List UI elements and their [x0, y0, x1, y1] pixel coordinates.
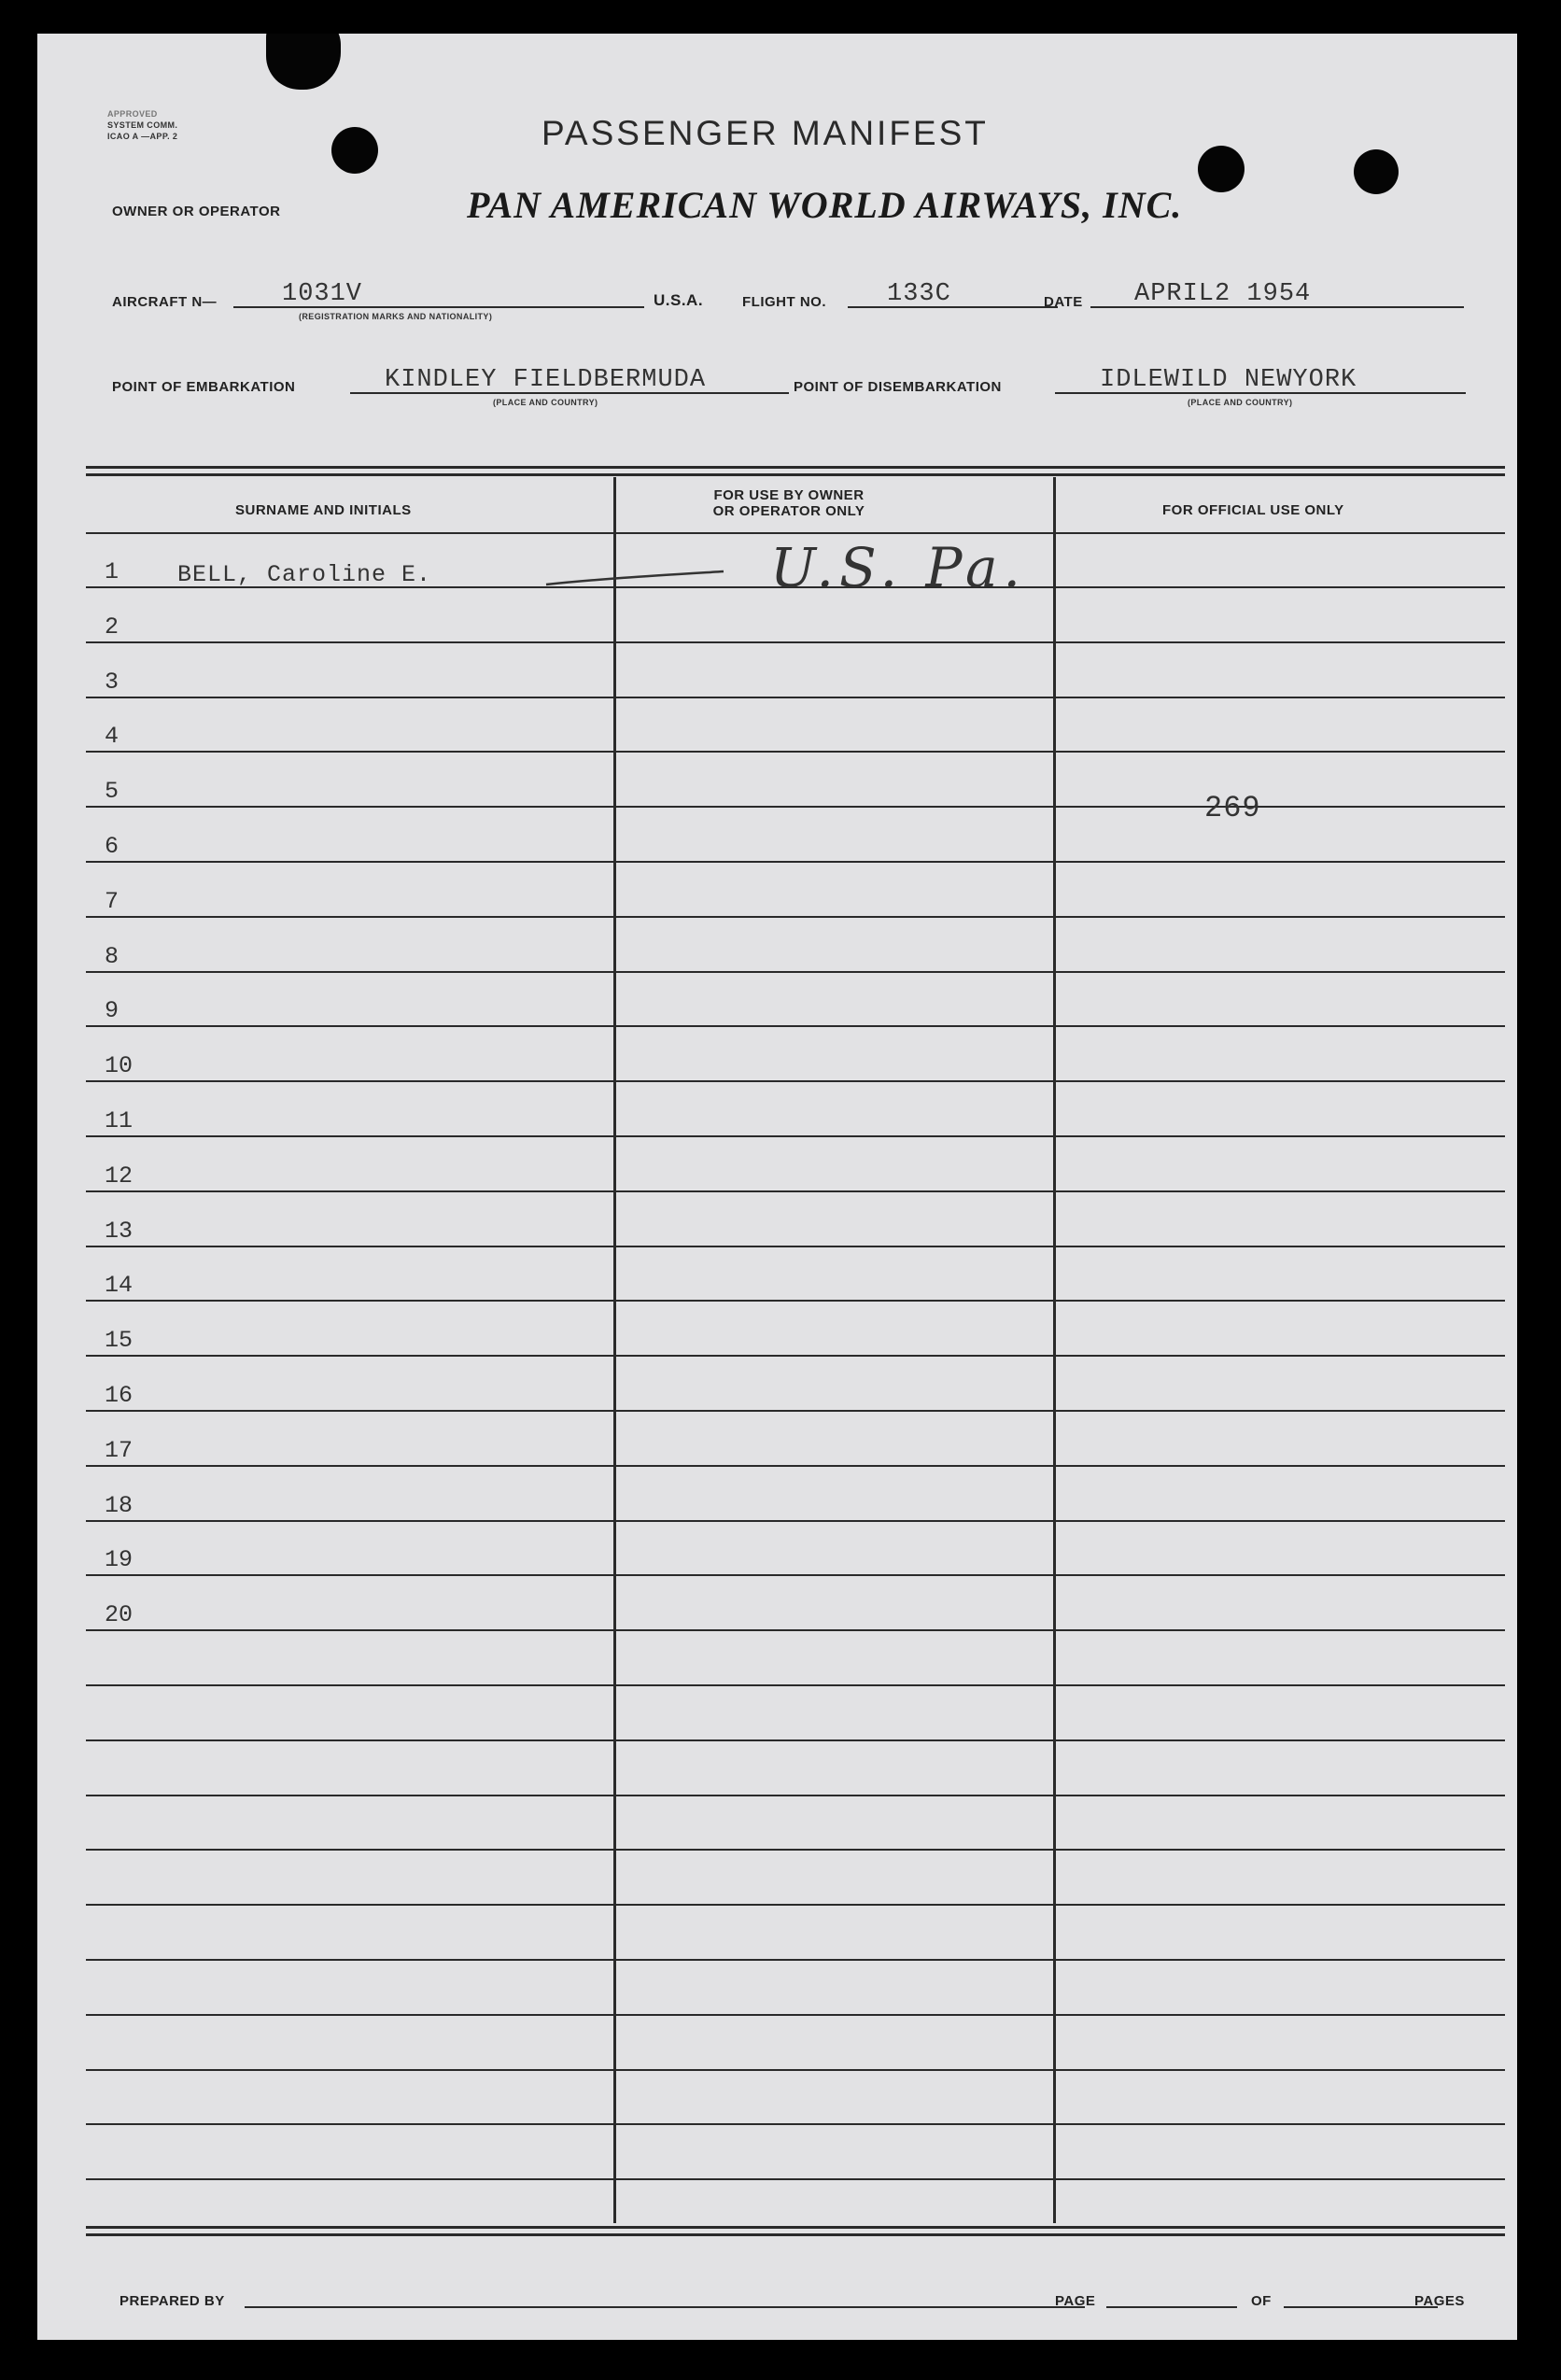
table-row-line — [86, 1849, 1505, 1851]
of-label: OF — [1251, 2293, 1272, 2309]
column-divider-2 — [1053, 477, 1056, 2223]
page-label: PAGE — [1055, 2293, 1096, 2309]
disembark-caption: (PLACE AND COUNTRY) — [1188, 398, 1293, 407]
embark-value: KINDLEY FIELDBERMUDA — [385, 366, 707, 394]
aircraft-caption: (REGISTRATION MARKS AND NATIONALITY) — [299, 312, 493, 321]
table-row-line — [86, 641, 1505, 643]
handwritten-note: U.S. Pa. — [770, 536, 1026, 599]
official-number: 269 — [1204, 791, 1261, 825]
table-row-line — [86, 916, 1505, 918]
pages-label: PAGES — [1414, 2293, 1465, 2309]
table-row-line — [86, 1574, 1505, 1576]
passenger-name: BELL, Caroline E. — [177, 561, 432, 588]
aircraft-value: 1031V — [282, 280, 363, 308]
table-row-line — [86, 1300, 1505, 1302]
punch-hole-left — [331, 127, 378, 174]
table-row-line — [86, 751, 1505, 753]
table-row-line — [86, 697, 1505, 698]
punch-hole-middle — [1198, 146, 1245, 192]
table-row-line — [86, 2014, 1505, 2016]
row-number: 10 — [105, 1052, 134, 1079]
table-row-line — [86, 1795, 1505, 1796]
table-top-rule-1 — [86, 466, 1505, 469]
table-row-line — [86, 1135, 1505, 1137]
table-row-line — [86, 1190, 1505, 1192]
table-row-line — [86, 1684, 1505, 1686]
approval-line-1: APPROVED — [107, 109, 158, 119]
row-number: 9 — [105, 997, 120, 1024]
row-number: 13 — [105, 1218, 134, 1245]
approval-line-3: ICAO A —APP. 2 — [107, 132, 178, 141]
row-number: 12 — [105, 1162, 134, 1190]
date-label: DATE — [1044, 294, 1083, 310]
handwritten-stroke — [541, 556, 728, 594]
owner-use-header-line-2: OR OPERATOR ONLY — [712, 503, 865, 519]
flight-underline — [848, 306, 1058, 308]
embark-caption: (PLACE AND COUNTRY) — [493, 398, 598, 407]
prepared-label: PREPARED BY — [120, 2293, 225, 2309]
row-number: 5 — [105, 778, 120, 805]
approval-block — [107, 108, 177, 142]
row-number: 14 — [105, 1272, 134, 1299]
owner-use-header — [654, 487, 924, 519]
table-top-rule-2 — [86, 473, 1505, 476]
row-number: 16 — [105, 1382, 134, 1409]
table-bottom-rule-1 — [86, 2226, 1505, 2229]
table-row-line — [86, 806, 1505, 808]
table-row-line — [86, 1629, 1505, 1631]
table-row-line — [86, 1739, 1505, 1741]
row-number: 2 — [105, 613, 120, 641]
page-underline — [1106, 2306, 1237, 2308]
official-use-header: FOR OFFICIAL USE ONLY — [1162, 502, 1344, 518]
row-number: 8 — [105, 943, 120, 970]
row-number: 17 — [105, 1437, 134, 1464]
table-bottom-rule-2 — [86, 2233, 1505, 2236]
page-title: PASSENGER MANIFEST — [541, 114, 989, 152]
surname-header: SURNAME AND INITIALS — [235, 502, 412, 518]
flight-label: FLIGHT NO. — [742, 294, 826, 310]
table-row-line — [86, 1080, 1505, 1082]
owner-label: OWNER OR OPERATOR — [112, 204, 281, 219]
table-row-line — [86, 2178, 1505, 2180]
embark-label: POINT OF EMBARKATION — [112, 379, 296, 395]
punch-hole-right — [1354, 149, 1399, 194]
table-row-line — [86, 1959, 1505, 1961]
table-row-line — [86, 1410, 1505, 1412]
approval-line-2: SYSTEM COMM. — [107, 120, 178, 130]
row-number: 11 — [105, 1107, 134, 1134]
table-row-line — [86, 1520, 1505, 1522]
flight-value: 133C — [887, 280, 951, 308]
disembark-value: IDLEWILD NEWYORK — [1100, 366, 1357, 394]
column-divider-1 — [613, 477, 616, 2223]
table-row-line — [86, 1465, 1505, 1467]
row-number: 20 — [105, 1601, 134, 1628]
table-row-line — [86, 2123, 1505, 2125]
row-number: 6 — [105, 833, 120, 860]
aircraft-label: AIRCRAFT N— — [112, 294, 218, 310]
row-number: 4 — [105, 723, 120, 750]
date-value: APRIL2 1954 — [1134, 280, 1312, 308]
row-number: 19 — [105, 1546, 134, 1573]
table-row-line — [86, 971, 1505, 973]
row-number: 18 — [105, 1492, 134, 1519]
row-number: 1 — [105, 558, 120, 585]
row-number: 7 — [105, 888, 120, 915]
country-label: U.S.A. — [654, 291, 704, 309]
table-row-line — [86, 2069, 1505, 2071]
table-row-line — [86, 1025, 1505, 1027]
owner-name: PAN AMERICAN WORLD AIRWAYS, INC. — [467, 184, 1183, 226]
owner-use-header-line-1: FOR USE BY OWNER — [713, 487, 865, 503]
torn-edge-mark — [266, 34, 341, 90]
row-number: 15 — [105, 1327, 134, 1354]
table-row-line — [86, 1355, 1505, 1357]
table-row-line — [86, 1246, 1505, 1247]
disembark-label: POINT OF DISEMBARKATION — [794, 379, 1002, 395]
row-number: 3 — [105, 669, 120, 696]
header-bottom-rule — [86, 532, 1505, 534]
table-row-line — [86, 1904, 1505, 1906]
table-row-line — [86, 861, 1505, 863]
prepared-underline — [245, 2306, 1085, 2308]
manifest-sheet — [37, 34, 1517, 2340]
